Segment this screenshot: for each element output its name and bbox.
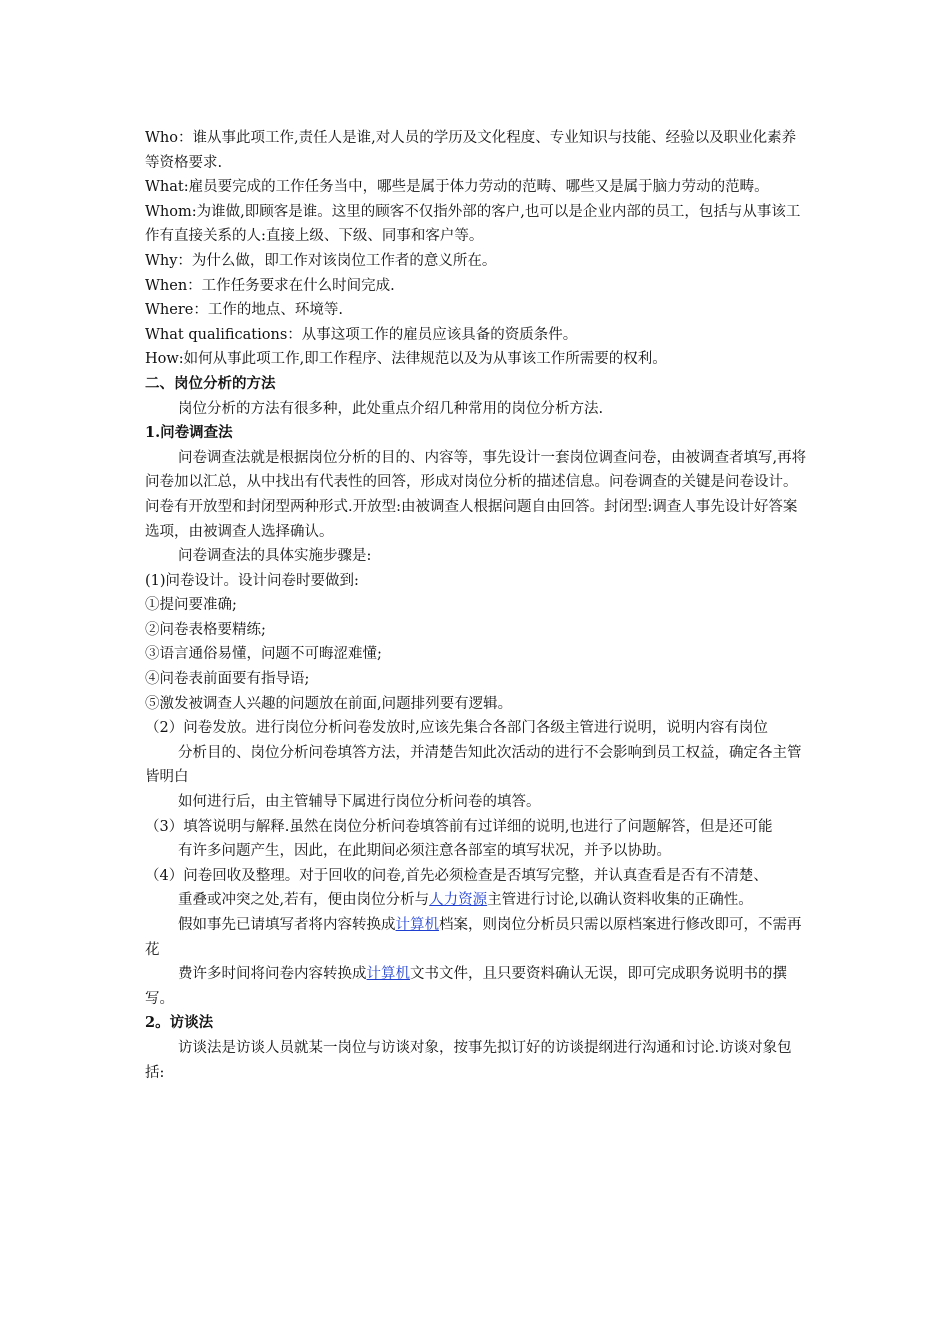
- text-where: Where：工作的地点、环境等.: [145, 302, 343, 319]
- list-item: ⑤激发被调查人兴趣的问题放在前面,问题排列要有逻辑。: [145, 695, 513, 712]
- text-segment: 假如事先已请填写者将内容转换成: [178, 917, 396, 933]
- text-whom: Whom:为谁做,即顾客是谁。这里的顾客不仅指外部的客户,也可以是企业内部的员工，包括与从事该工作有直接关系的人:直接上级、下级、同事和客户等。: [145, 203, 801, 245]
- link-human-resources[interactable]: 人力资源: [429, 892, 488, 909]
- text-interview-def: 访谈法是访谈人员就某一岗位与访谈对象，按事先拟订好的访谈提纲进行沟通和讨论.访谈对象包括:: [145, 1039, 792, 1081]
- text-step-3: （3）填答说明与解释.虽然在岗位分析问卷填答前有过详细的说明,也进行了问题解答，但是还可能: [145, 818, 773, 835]
- text-segment: 费许多时间将问卷内容转换成: [178, 966, 367, 983]
- text-segment: 档案，则岗位分析员只需以原档案进行修改即可，不需再花: [145, 917, 802, 958]
- text-step-4-cont: [145, 888, 807, 913]
- text-step-2-cont: 分析目的、岗位分析问卷填答方法，并清楚告知此次活动的进行不会影响到员工权益，确定各主管皆明白: [145, 744, 802, 786]
- text-step-2: （2）问卷发放。进行岗位分析问卷发放时,应该先集合各部门各级主管进行说明，说明内容有岗位: [145, 720, 768, 737]
- heading-questionnaire: 1.问卷调查法: [145, 424, 233, 442]
- text-why: Why：为什么做，即工作对该岗位工作者的意义所在。: [145, 252, 497, 269]
- list-item: ④问卷表前面要有指导语;: [145, 671, 310, 688]
- text-when: When：工作任务要求在什么时间完成.: [145, 277, 395, 294]
- text-questionnaire-def: 问卷调查法就是根据岗位分析的目的、内容等，事先设计一套岗位调查问卷，由被调查者填写,再将问卷加以汇总，从中找出有代表性的回答，形成对岗位分析的描述信息。问卷调查的关键是问卷设计。问卷有开放型和封闭型两种形式.开放型:由被调查人根据问题自由回答。封闭型:调查人事先设计好答案选项，由被调查人选择确认。: [145, 449, 807, 540]
- text-step-3-cont: 有许多问题产生，因此，在此期间必须注意各部室的填写状况，并予以协助。: [178, 843, 671, 860]
- document-page: [145, 126, 807, 1085]
- text-computer-document: [145, 962, 807, 1011]
- text-step-1: (1)问卷设计。设计问卷时要做到:: [145, 572, 359, 589]
- heading-interview: 2。访谈法: [145, 1014, 214, 1032]
- text-step-4: （4）问卷回收及整理。对于回收的问卷,首先必须检查是否填写完整，并认真查看是否有不清楚、: [145, 867, 768, 884]
- text-segment: 重叠或冲突之处,若有，便由岗位分析与: [178, 892, 430, 909]
- heading-methods: 二、岗位分析的方法: [145, 374, 276, 392]
- text-segment: 文书文件，且只要资料确认无误，即可完成职务说明书的撰写。: [145, 966, 787, 1007]
- text-how: How:如何从事此项工作,即工作程序、法律规范以及为从事该工作所需要的权利。: [145, 351, 667, 368]
- list-item: ②问卷表格要精练;: [145, 621, 266, 638]
- text-methods-intro: 岗位分析的方法有很多种，此处重点介绍几种常用的岗位分析方法.: [178, 400, 604, 417]
- link-computer[interactable]: 计算机: [366, 966, 410, 983]
- text-segment: 主管进行讨论,以确认资料收集的正确性。: [487, 892, 753, 909]
- text-who: Who：谁从事此项工作,责任人是谁,对人员的学历及文化程度、专业知识与技能、经验以及职业化素养等资格要求.: [145, 130, 797, 171]
- text-what: What:雇员要完成的工作任务当中，哪些是属于体力劳动的范畴、哪些又是属于脑力劳动的范畴。: [145, 179, 769, 196]
- text-computer-archive: [145, 913, 807, 962]
- list-item: ①提问要准确;: [145, 597, 237, 614]
- text-what-qualifications: What qualifications：从事这项工作的雇员应该具备的资质条件。: [145, 326, 578, 343]
- text-step-2-cont: 如何进行后，由主管辅导下属进行岗位分析问卷的填答。: [178, 794, 541, 811]
- text-steps-intro: 问卷调查法的具体实施步骤是:: [178, 548, 372, 565]
- list-item: ③语言通俗易懂，问题不可晦涩难懂;: [145, 646, 382, 663]
- link-computer[interactable]: 计算机: [395, 917, 439, 933]
